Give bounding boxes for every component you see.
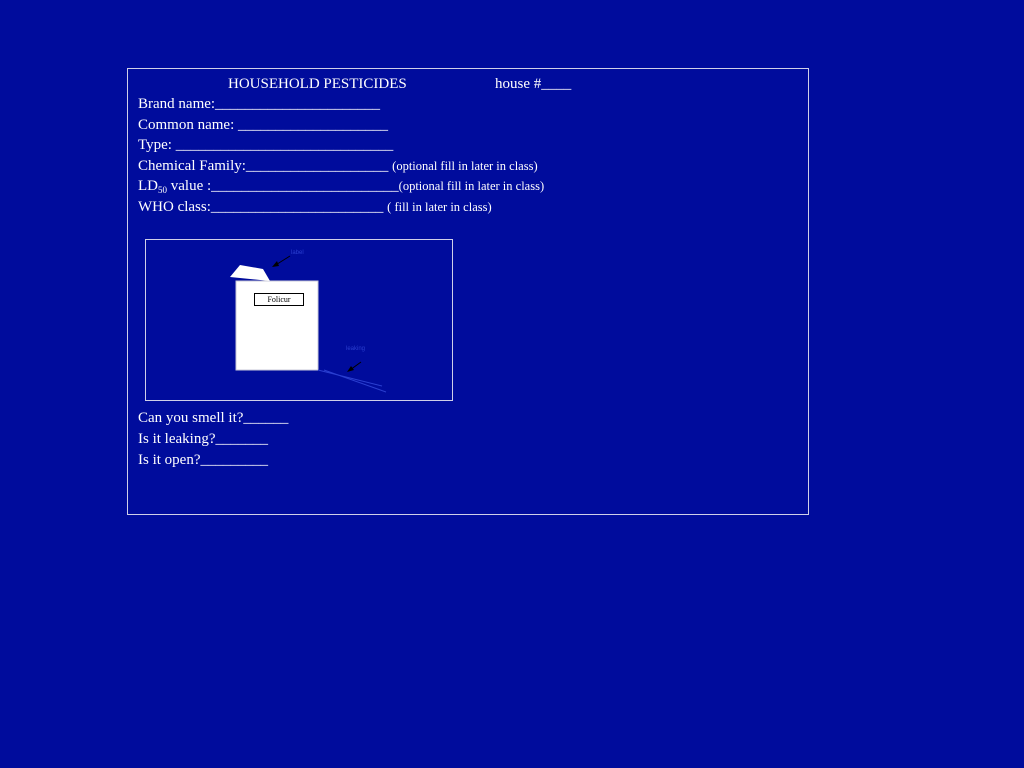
house-number-field: house #____ [495, 76, 572, 92]
chemical-family-label: Chemical Family:___________________ [138, 158, 393, 174]
who-class-field [138, 199, 492, 216]
leak-line [324, 370, 386, 392]
chemical-family-note: (optional fill in later in class) [392, 159, 538, 173]
leak-line [318, 370, 382, 386]
container-cap [230, 265, 270, 281]
leak-label: leaking [346, 346, 366, 352]
cap-arrow-head [272, 261, 279, 267]
ld50-field [138, 178, 544, 195]
smell-question: Can you smell it?______ [138, 410, 289, 426]
brand-label: Folicur [254, 293, 304, 306]
ld-prefix: LD [138, 178, 158, 194]
leaking-question: Is it leaking?_______ [138, 431, 268, 447]
who-class-label: WHO class:_______________________ [138, 199, 388, 215]
brand-name-field: Brand name:______________________ [138, 96, 381, 112]
leak-arrow-head [347, 366, 354, 372]
ld-note: (optional fill in later in class) [398, 179, 545, 193]
container-illustration [146, 240, 452, 400]
ld-subscript: 50 [158, 185, 167, 195]
cap-label: label [291, 250, 304, 256]
chemical-family-field [138, 158, 538, 175]
who-class-note: ( fill in later in class) [387, 200, 492, 214]
worksheet-frame [127, 68, 809, 515]
type-field: Type: _____________________________ [138, 137, 394, 153]
page-title [228, 76, 572, 93]
common-name-field: Common name: ____________________ [138, 117, 388, 133]
ld-value-label: value :_________________________ [167, 178, 399, 194]
open-question: Is it open?_________ [138, 452, 268, 468]
container-diagram [145, 239, 453, 401]
title-text: HOUSEHOLD PESTICIDES [228, 76, 407, 92]
